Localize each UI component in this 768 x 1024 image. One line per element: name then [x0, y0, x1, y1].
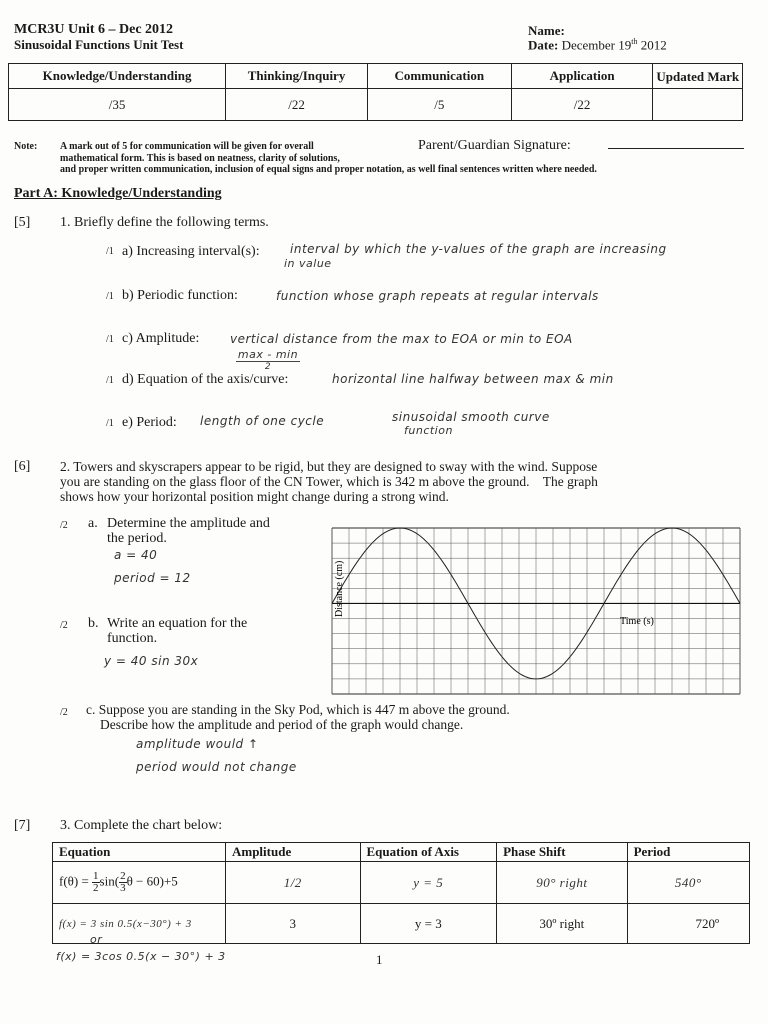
q3-row2-shift: 30º right [497, 904, 627, 944]
q1e-answer-extra: sinusoidal smooth curve [392, 410, 550, 424]
q1d-label: d) Equation of the axis/curve: [122, 372, 289, 387]
q3-header-amplitude: Amplitude [225, 843, 360, 862]
q3-chart [52, 842, 750, 944]
q1-prompt: 1. Briefly define the following terms. [60, 215, 269, 230]
q3-row1-period: 540° [627, 862, 749, 904]
q2b-letter: b. [88, 616, 99, 631]
q3-row2-equation: f(x) = 3 sin 0.5(x−30°) + 3 [53, 904, 226, 944]
q2-mark: [6] [14, 459, 31, 474]
q2c-text-2: Describe how the amplitude and period of the graph would change. [100, 717, 464, 732]
q3-header-shift: Phase Shift [497, 843, 627, 862]
q2a-answer-1: a = 40 [114, 548, 158, 562]
q1e-answer-extra-2: function [404, 424, 453, 437]
q2a-text-1: Determine the amplitude and [107, 516, 270, 531]
q1e-mark: /1 [106, 418, 114, 429]
q2a-text-2: the period. [107, 531, 167, 546]
course-title: MCR3U Unit 6 – Dec 2012 [14, 22, 174, 37]
q2-line-1: 2. Towers and skyscrapers appear to be rigid, but they are designed to sway with the wind. Suppose [60, 459, 598, 474]
q3-row1-amplitude: 1/2 [225, 862, 360, 904]
q1d-mark: /1 [106, 375, 114, 386]
q2a-mark: /2 [60, 520, 68, 531]
q2b-text-1: Write an equation for the [107, 616, 248, 631]
q3-header-period: Period [627, 843, 749, 862]
graph-ylabel: Distance (cm) [334, 560, 345, 617]
q2c-text-1: c. Suppose you are standing in the Sky Pod, which is 447 m above the ground. [86, 702, 510, 717]
q3-alt-equation: f(x) = 3cos 0.5(x − 30°) + 3 [56, 950, 226, 963]
signature-label: Parent/Guardian Signature: [418, 138, 571, 153]
marks-header-comm: Communication [367, 64, 511, 89]
q1c-fraction: max - min 2 [237, 348, 299, 372]
q1a-answer: interval by which the y-values of the graph are increasing [290, 242, 667, 256]
q1b-mark: /1 [106, 291, 114, 302]
sway-graph [312, 520, 742, 700]
date-line: Date: December 19th 2012 [528, 37, 667, 53]
q3-row1-axis: y = 5 [360, 862, 497, 904]
q3-prompt: 3. Complete the chart below: [60, 818, 223, 833]
marks-value-ti: /22 [226, 89, 368, 121]
test-title: Sinusoidal Functions Unit Test [14, 37, 184, 52]
q2c-answer-2: period would not change [136, 760, 297, 774]
q1-mark: [5] [14, 215, 31, 230]
q3-header-axis: Equation of Axis [360, 843, 497, 862]
q2c-mark: /2 [60, 707, 68, 718]
marks-value-ku: /35 [9, 89, 226, 121]
q1e-label: e) Period: [122, 415, 177, 430]
q3-mark: [7] [14, 818, 31, 833]
q1c-answer: vertical distance from the max to EOA or min to EOA [230, 332, 573, 346]
q3-row2-amplitude: 3 [225, 904, 360, 944]
note-line-1: A mark out of 5 for communication will be given for overall [60, 141, 314, 152]
q1a-mark: /1 [106, 246, 114, 257]
marks-header-app: Application [511, 64, 653, 89]
q1b-answer: function whose graph repeats at regular intervals [276, 289, 599, 303]
name-label: Name: [528, 23, 565, 38]
q1e-answer: length of one cycle [200, 414, 325, 428]
q1c-label: c) Amplitude: [122, 331, 200, 346]
marks-value-app: /22 [511, 89, 653, 121]
q3-row2-axis: y = 3 [360, 904, 497, 944]
q2a-letter: a. [88, 516, 98, 531]
q3-header-equation: Equation [53, 843, 226, 862]
q2b-answer: y = 40 sin 30x [104, 654, 199, 668]
marks-header-updated: Updated Mark [653, 64, 743, 89]
q3-or: or [90, 933, 103, 946]
part-a-title: Part A: Knowledge/Understanding [14, 186, 222, 201]
marks-header-ti: Thinking/Inquiry [226, 64, 368, 89]
q2b-mark: /2 [60, 620, 68, 631]
marks-table [8, 63, 743, 121]
q3-row1-equation: f(θ) = $\frac{1}{2}$ sin( $\frac{2}{3}$ θ − 60)+5 [53, 862, 226, 904]
marks-header-ku: Knowledge/Understanding [9, 64, 226, 89]
note-line-3: and proper written communication, inclusion of equal signs and proper notation, as well final sentences written where needed. [60, 164, 597, 175]
q1a-label: a) Increasing interval(s): [122, 244, 260, 259]
graph-grid [332, 528, 740, 694]
q2c-answer-1: amplitude would ↑ [136, 737, 259, 751]
marks-value-updated [653, 89, 743, 121]
q1a-answer-2: in value [284, 257, 332, 270]
note-line-2: mathematical form. This is based on neatness, clarity of solutions, [60, 153, 340, 164]
q3-row1-shift: 90° right [497, 862, 627, 904]
signature-line[interactable] [608, 148, 744, 149]
marks-value-comm: /5 [367, 89, 511, 121]
q3-row2-period: 720º [627, 904, 749, 944]
graph-xlabel: Time (s) [620, 616, 654, 627]
page-number: 1 [376, 952, 383, 967]
q2b-text-2: function. [107, 631, 158, 646]
q2a-answer-2: period = 12 [114, 571, 191, 585]
q2-line-3: shows how your horizontal position might change during a strong wind. [60, 489, 449, 504]
q1c-mark: /1 [106, 334, 114, 345]
q1d-answer: horizontal line halfway between max & min [332, 372, 614, 386]
q1b-label: b) Periodic function: [122, 288, 238, 303]
q2-line-2: you are standing on the glass floor of the CN Tower, which is 342 m above the ground. The graph [60, 474, 598, 489]
note-label: Note: [14, 141, 38, 152]
